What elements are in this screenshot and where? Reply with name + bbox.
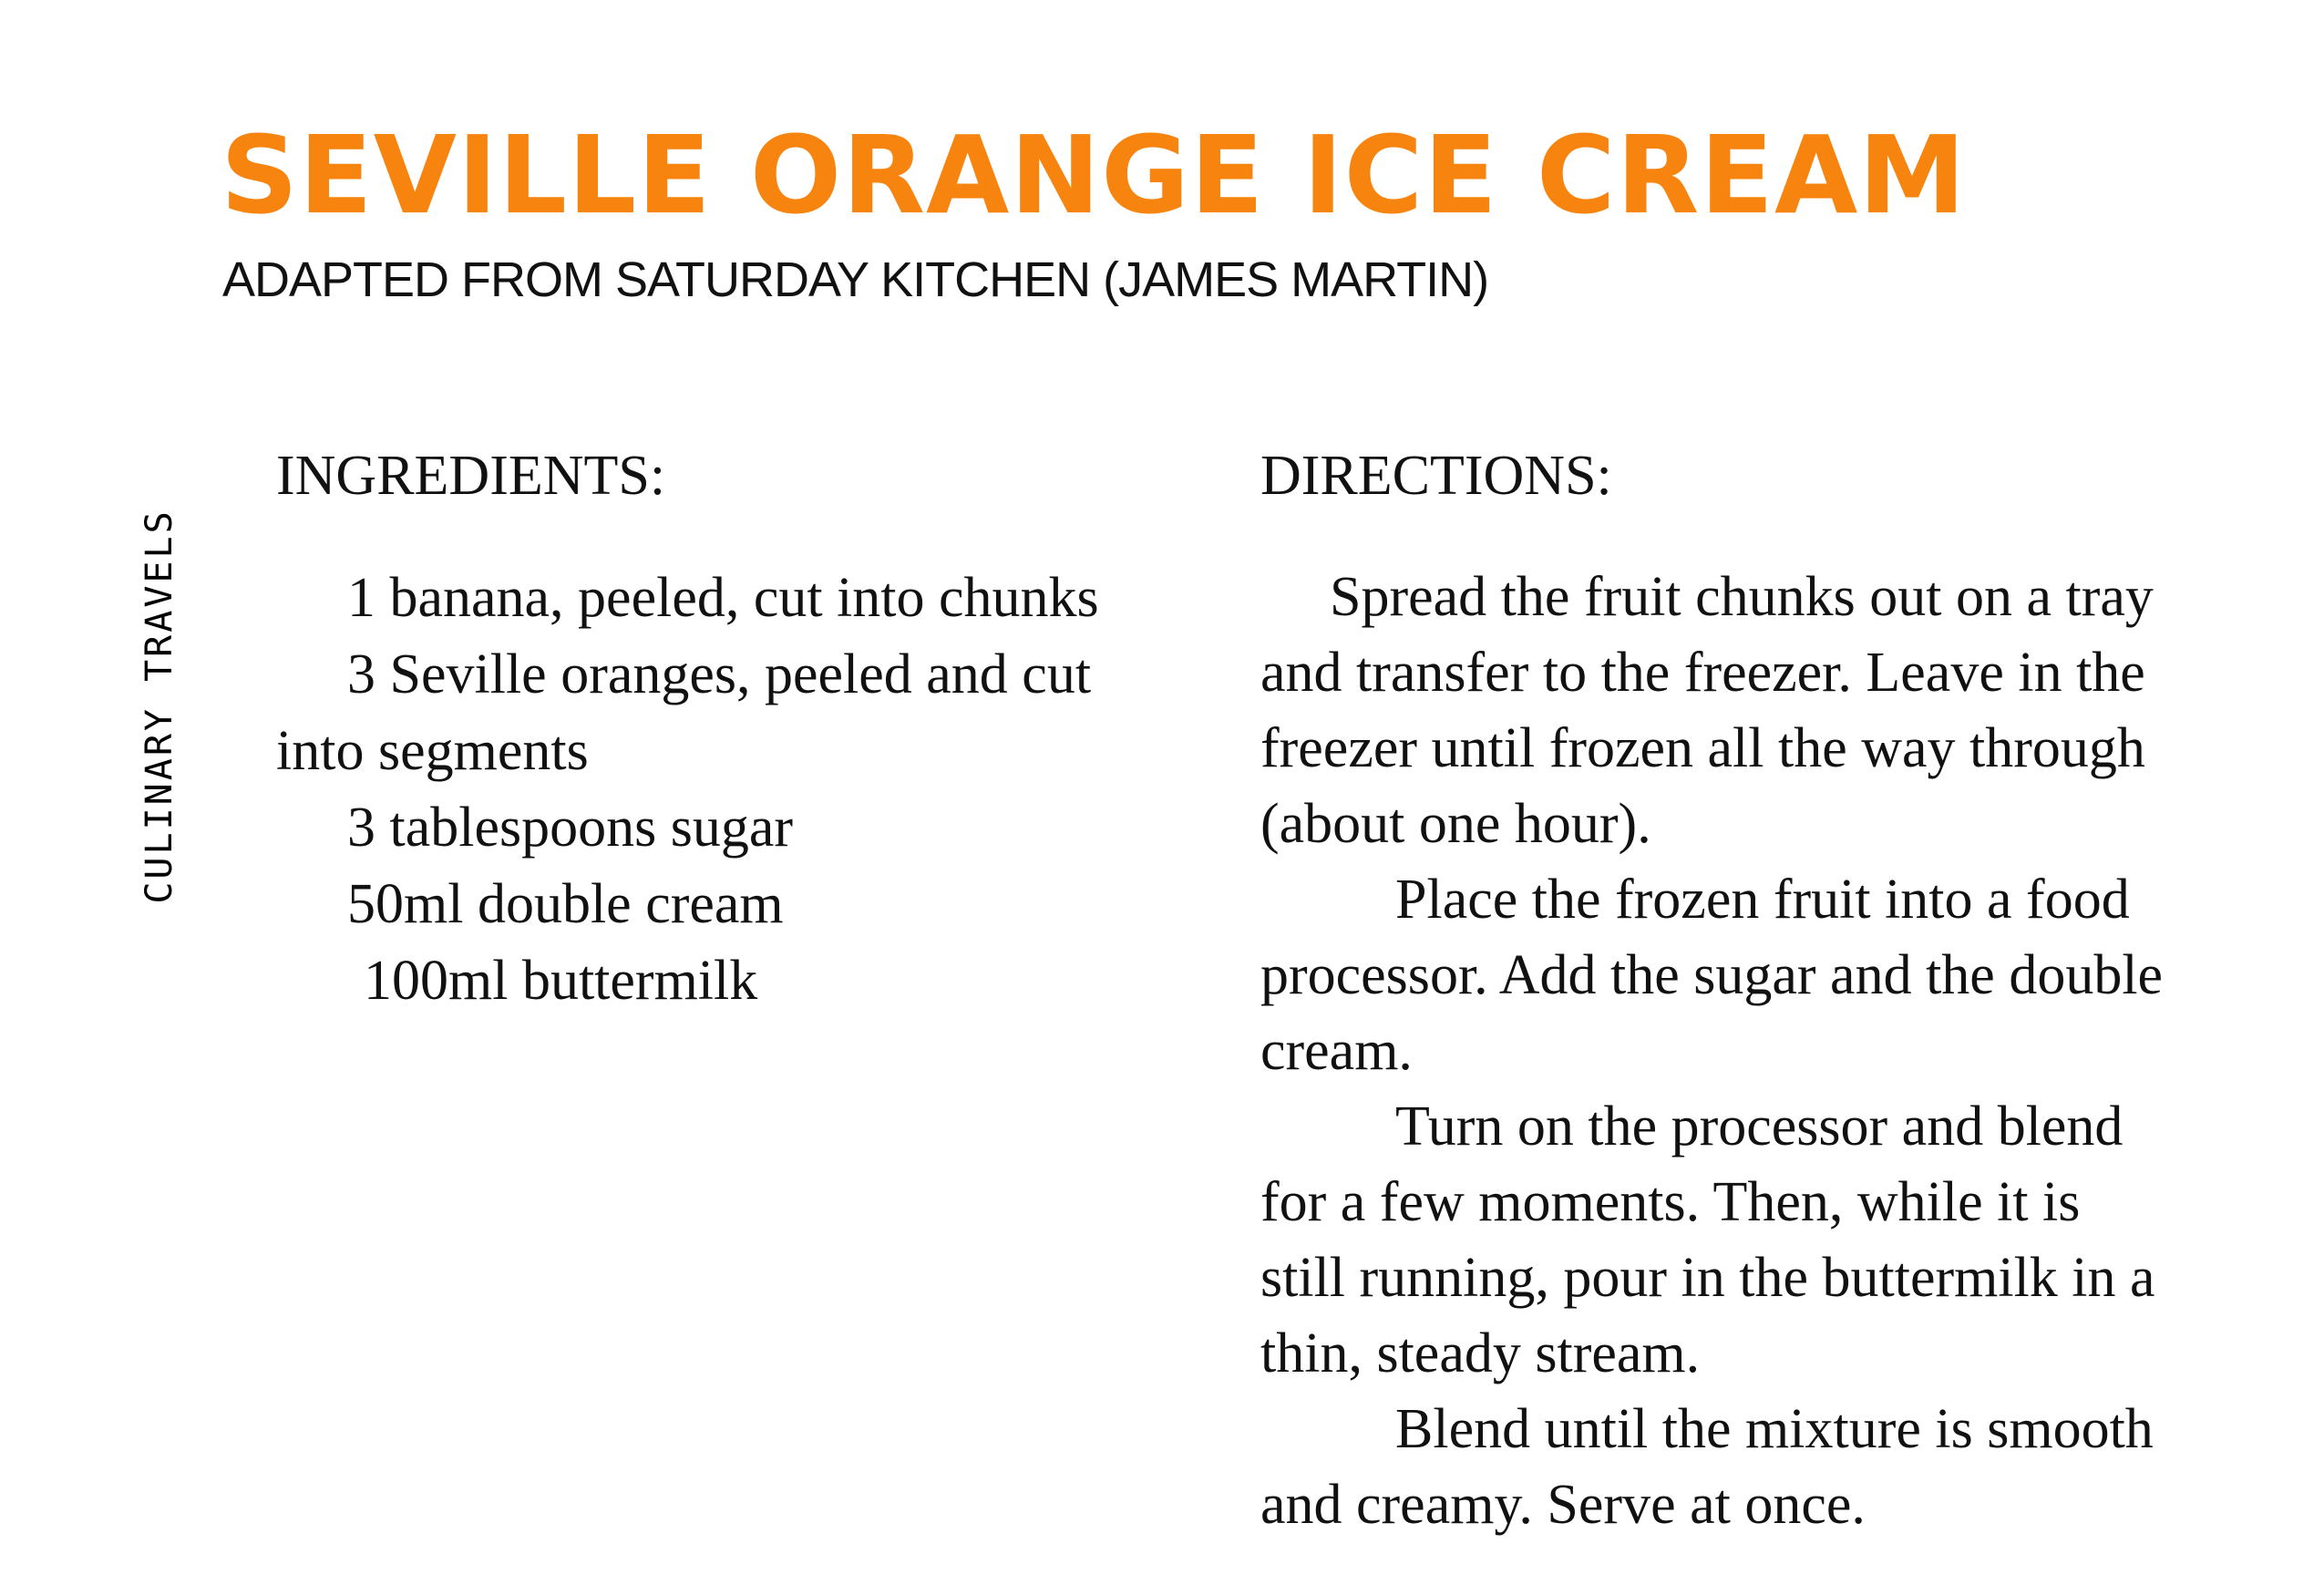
ingredients-section [276, 437, 1188, 1019]
direction-step: Place the frozen fruit into a food processor. Add the sugar and the double cream. [1260, 869, 2164, 1082]
ingredient-item: 100ml buttermilk [364, 950, 758, 1012]
direction-step: Turn on the processor and blend for a few moments. Then, while it is still running, pour in the buttermilk in a thin, steady stream. [1260, 1096, 2155, 1384]
ingredients-heading: INGREDIENTS: [276, 445, 666, 507]
ingredient-item: 1 banana, peeled, cut into chunks [347, 567, 1099, 629]
direction-step: Spread the fruit chunks out on a tray and transfer to the freezer. Leave in the freezer until frozen all the way through (about one hour). [1260, 566, 2154, 855]
directions-heading: DIRECTIONS: [1260, 445, 1612, 507]
ingredient-item: 50ml double cream [347, 873, 784, 935]
ingredient-item: 3 tablespoons sugar [347, 797, 794, 859]
recipe-source: ADAPTED FROM SATURDAY KITCHEN (JAMES MARTIN) [222, 252, 1489, 307]
direction-step: Blend until the mixture is smooth and creamy. Serve at once. [1260, 1398, 2154, 1536]
recipe-title: SEVILLE ORANGE ICE CREAM [221, 112, 1967, 238]
directions-section [1260, 437, 2172, 1543]
side-label: CULINARY TRAVELS [139, 509, 180, 904]
ingredient-item: 3 Seville oranges, peeled and cut into segments [276, 643, 1092, 782]
